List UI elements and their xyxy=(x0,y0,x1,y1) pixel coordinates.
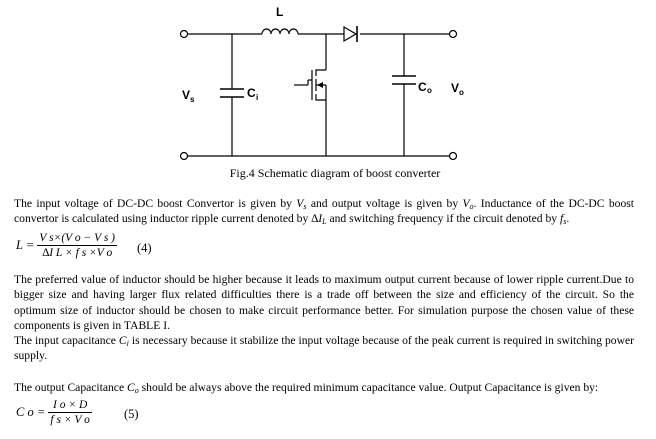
equation-5-number: (5) xyxy=(124,407,139,421)
diode-symbol xyxy=(344,26,357,42)
label-input-cap: C xyxy=(247,86,256,100)
eq4-denominator: ∆I L × f s ×V o xyxy=(42,247,113,259)
equation-5 xyxy=(16,399,92,426)
eq5-lhs: C o = xyxy=(16,405,46,419)
label-input-voltage: V xyxy=(182,88,191,102)
paragraph-output-capacitance: The output Capacitance $C_o$ should be always above the required minimum capacitance value. Output Capacitance is given by: xyxy=(14,381,599,395)
terminal-input-bottom xyxy=(181,153,188,160)
label-output-voltage-sub: o xyxy=(459,88,464,97)
mosfet-arrow xyxy=(317,82,323,88)
label-input-voltage-sub: s xyxy=(190,95,195,104)
equation-4 xyxy=(16,232,117,259)
paragraph-input-capacitance: The input capacitance $C_i$ is necessary because it stabilize the input voltage because of the peak current is required in switching power supply. xyxy=(14,334,634,363)
paragraph-inductor-choice: The preferred value of inductor should be higher because it leads to maximum output current because of lower ripple current.Due to bigger size and having larger flux related difficulties there is a trade off between the size and efficiency of the circuit. So the optimum size of inductor should be chosen to make circuit performance better. For simulation purpose the chosen value of these components is given in TABLE I. xyxy=(14,273,634,333)
terminal-input-top xyxy=(181,31,188,38)
label-inductor: L xyxy=(276,5,284,19)
label-output-voltage: V xyxy=(451,81,460,95)
eq5-denominator: f s × V o xyxy=(50,414,90,426)
eq5-numerator: I o × D xyxy=(48,399,92,413)
input-capacitor-symbol xyxy=(220,89,244,97)
eq4-numerator: V s×(V o − V s ) xyxy=(39,232,116,244)
eq4-fraction xyxy=(37,232,117,259)
label-output-cap-sub: o xyxy=(427,86,432,95)
inductor-symbol xyxy=(262,29,298,34)
paragraph-inductance-intro: The input voltage of DC-DC boost Convertor is given by $V_s$ and output voltage is given by $V_o$. Inductance of the DC-DC boost convertor is calculated using inductor ripple current denoted by $\Delta I_L$ and switching frequency if the circuit denoted by $f_s$. xyxy=(14,197,634,227)
eq5-fraction xyxy=(48,399,92,426)
output-capacitor-symbol xyxy=(392,76,416,84)
terminal-output-bottom xyxy=(450,153,457,160)
boost-converter-schematic xyxy=(0,0,656,170)
label-output-cap: C xyxy=(418,80,427,94)
equation-4-number: (4) xyxy=(137,241,152,255)
figure-caption: Fig.4 Schematic diagram of boost converter xyxy=(229,166,441,180)
label-input-cap-sub: i xyxy=(256,93,259,102)
eq4-lhs: L = xyxy=(16,238,35,252)
terminal-output-top xyxy=(450,31,457,38)
